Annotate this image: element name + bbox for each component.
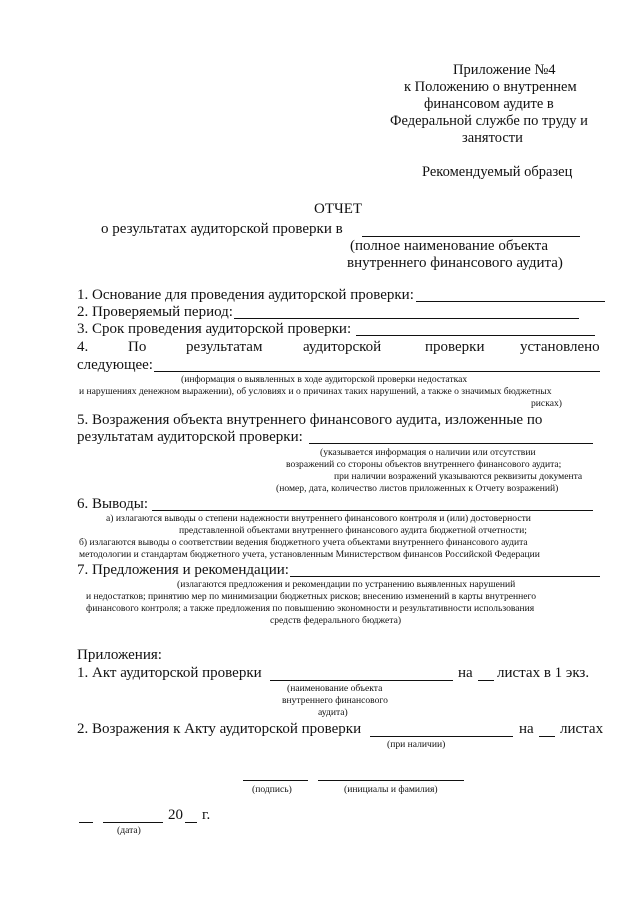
attachment-2-label: 2. Возражения к Акту аудиторской проверки xyxy=(77,721,362,737)
attachments-heading: Приложения: xyxy=(77,647,162,663)
signature-hint: (подпись) xyxy=(252,784,292,795)
item-4-word: проверки xyxy=(425,339,485,355)
date-month-line[interactable] xyxy=(103,822,163,823)
item-4-number: 4. xyxy=(77,339,89,355)
attachment-1-hint: (наименование объекта xyxy=(287,683,383,694)
item-7-line[interactable] xyxy=(290,576,600,577)
attachment-1-sheets: листах в 1 экз. xyxy=(497,665,590,681)
recommended-sample: Рекомендуемый образец xyxy=(422,164,573,180)
item-6-hint: а) излагаются выводы о степени надежности внутреннего финансового контроля и (или) достоверности xyxy=(106,513,531,524)
item-5-hint: при наличии возражений указываются реквизиты документа xyxy=(334,471,583,482)
report-subtitle: о результатах аудиторской проверки в xyxy=(101,221,343,237)
report-heading: ОТЧЕТ xyxy=(314,201,363,217)
item-6-line[interactable] xyxy=(152,510,593,511)
item-7-hint: средств федерального бюджета) xyxy=(270,615,402,626)
annex-line: занятости xyxy=(462,130,523,146)
item-7-label: 7. Предложения и рекомендации: xyxy=(77,562,289,578)
annex-block xyxy=(388,62,618,147)
item-1-line[interactable] xyxy=(416,301,605,302)
item-6-hint: б) излагаются выводы о соответствии ведения бюджетного учета объектами внутреннего финансового аудита xyxy=(79,537,528,548)
attachment-1-label: 1. Акт аудиторской проверки xyxy=(77,665,262,681)
item-4-hint: рисках) xyxy=(531,398,562,409)
item-2-label: 2. Проверяемый период: xyxy=(77,304,233,320)
object-hint-2: внутреннего финансового аудита) xyxy=(347,255,563,271)
item-3-line[interactable] xyxy=(356,335,595,336)
item-5-hint: (указывается информация о наличии или отсутствии xyxy=(320,447,536,458)
date-year-line[interactable] xyxy=(185,822,197,823)
item-7-hint: (излагаются предложения и рекомендации по устранению выявленных нарушений xyxy=(177,579,516,590)
annex-line: к Положению о внутреннем xyxy=(404,79,577,95)
item-4-word: установлено xyxy=(520,339,600,355)
item-5-line1: 5. Возражения объекта внутреннего финансового аудита, изложенные по xyxy=(77,412,543,428)
annex-line: Приложение №4 xyxy=(453,62,556,78)
item-4-hint: (информация о выявленных в ходе аудиторской проверки недостатках xyxy=(181,374,468,385)
item-5-hint: возражений со стороны объектов внутреннего финансового аудита; xyxy=(286,459,562,470)
attachment-1-hint: внутреннего финансового xyxy=(282,695,388,706)
item-4-word: аудиторской xyxy=(303,339,382,355)
attachment-2-sheets: листах xyxy=(560,721,604,737)
attachment-1-on: на xyxy=(458,665,473,681)
object-hint-1: (полное наименование объекта xyxy=(350,238,548,254)
item-2-line[interactable] xyxy=(234,318,579,319)
date-day-line[interactable] xyxy=(79,822,93,823)
annex-line: Федеральной службе по труду и xyxy=(390,113,588,129)
item-5-line2: результатам аудиторской проверки: xyxy=(77,429,303,445)
item-4-hint: и нарушениях денежном выражении), об условиях и о причинах таких нарушений, а также о значимых бюджетных xyxy=(79,386,552,397)
attachment-2-on: на xyxy=(519,721,534,737)
item-7-hint: финансового контроля; а также предложения по повышению экономности и результативности использования xyxy=(86,603,535,614)
item-4-line[interactable] xyxy=(154,371,600,372)
item-1-label: 1. Основание для проведения аудиторской проверки: xyxy=(77,287,414,303)
attachment-2-count-line[interactable] xyxy=(539,736,555,737)
attachment-2-hint: (при наличии) xyxy=(387,739,446,750)
item-4-continuation: следующее: xyxy=(77,357,153,373)
attachment-2-name-line[interactable] xyxy=(370,736,513,737)
name-line[interactable] xyxy=(318,780,464,781)
item-3-label: 3. Срок проведения аудиторской проверки: xyxy=(77,321,352,337)
item-6-label: 6. Выводы: xyxy=(77,496,149,512)
item-4-word: По xyxy=(128,339,147,355)
attachment-1-name-line[interactable] xyxy=(270,680,453,681)
item-7-hint: и недостатков; принятию мер по минимизации бюджетных рисков; внесению изменений в карты внутреннего xyxy=(86,591,537,602)
date-hint: (дата) xyxy=(117,825,141,836)
item-6-hint: представленной объектами внутреннего финансового аудита бюджетной отчетности; xyxy=(179,525,527,536)
attachment-1-count-line[interactable] xyxy=(478,680,494,681)
date-year-suffix: г. xyxy=(202,807,211,823)
date-year-prefix: 20 xyxy=(168,807,183,823)
item-5-line[interactable] xyxy=(309,443,593,444)
item-5-hint: (номер, дата, количество листов приложенных к Отчету возражений) xyxy=(276,483,559,494)
annex-line: финансовом аудите в xyxy=(424,96,554,112)
attachment-1-hint: аудита) xyxy=(318,707,348,718)
item-4-word: результатам xyxy=(186,339,263,355)
name-hint: (инициалы и фамилия) xyxy=(344,784,438,795)
signature-line[interactable] xyxy=(243,780,308,781)
item-6-hint: методологии и стандартам бюджетного учета, установленным Министерством финансов Российской Федерации xyxy=(79,549,540,560)
